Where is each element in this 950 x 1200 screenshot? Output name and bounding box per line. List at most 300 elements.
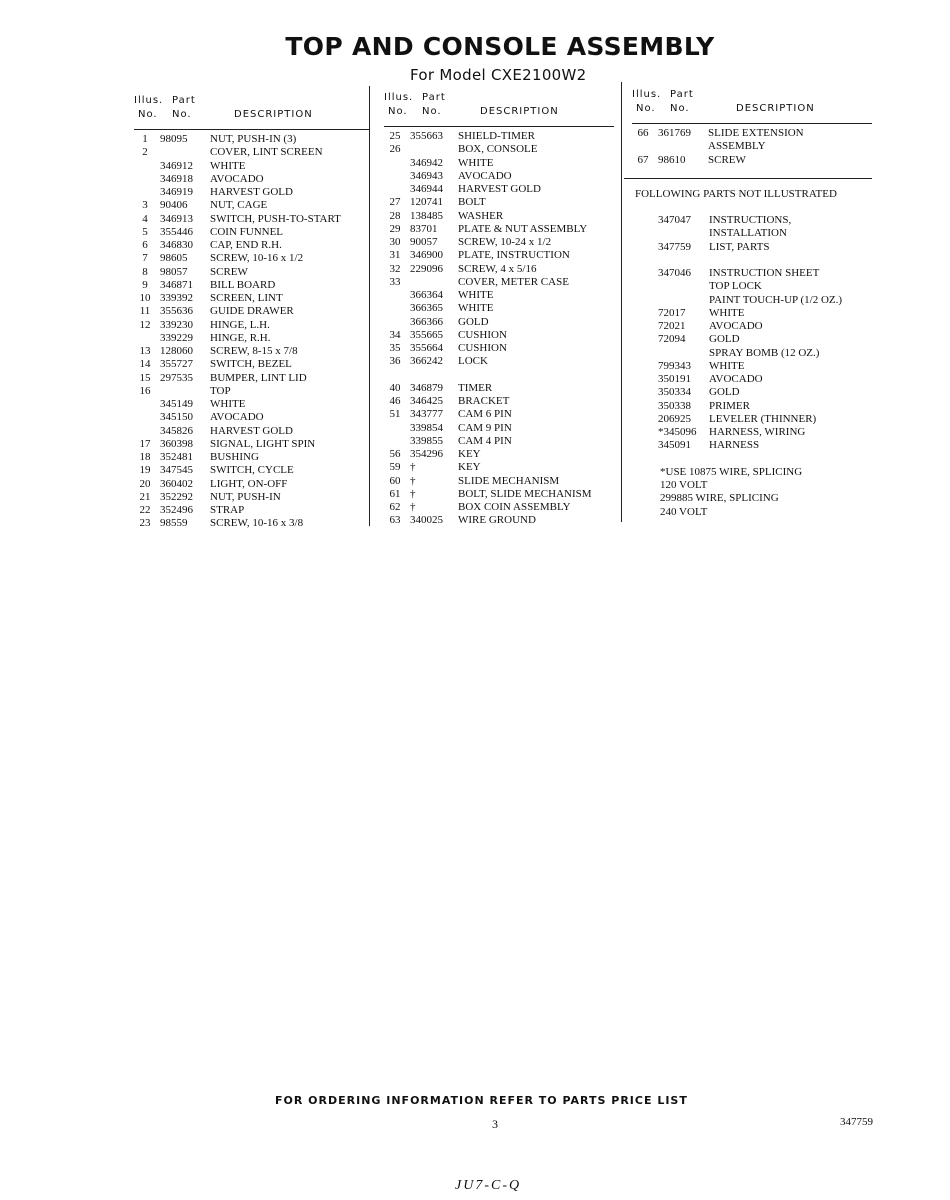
ordering-footer: FOR ORDERING INFORMATION REFER TO PARTS PRICE LIST [275,1094,688,1107]
part-number: 346944 [410,183,443,195]
part-number: 347047 [658,214,691,226]
part-number: 343777 [410,408,443,421]
part-number: 361769 [658,127,691,139]
illus-number: 36 [389,355,401,368]
illus-number: 46 [389,395,401,407]
part-row [384,448,614,461]
part-number: 355664 [410,342,443,354]
part-description: WHITE [210,398,246,410]
part-row [384,369,614,382]
part-row [384,435,614,448]
part-description: SCREW, 10-16 x 3/8 [210,517,304,530]
part-description: KEY [458,448,481,460]
illus-number: 12 [139,318,151,331]
part-description: NUT, CAGE [210,199,268,212]
part-number: 350338 [658,399,691,412]
part-number: 355446 [160,225,193,238]
part-description: COIN FUNNEL [210,225,284,238]
part-description: INSTRUCTION SHEET [709,267,820,279]
part-number: 98057 [160,265,188,278]
part-number: 366365 [410,302,443,315]
part-row [134,305,369,318]
section-divider [624,178,872,179]
part-number: 346942 [410,156,443,169]
part-row [384,342,614,355]
illus-number: 9 [142,278,148,291]
part-number: 360402 [160,477,193,490]
part-row [632,227,872,240]
part-row [632,360,872,373]
part-number: 339854 [410,421,443,434]
part-number: † [410,474,416,487]
part-description: AVOCADO [709,373,763,385]
part-description: AVOCADO [458,169,512,182]
header-description: DESCRIPTION [234,109,313,120]
illus-number: 23 [139,517,151,530]
part-row [632,453,872,466]
header-description: DESCRIPTION [736,103,815,114]
part-row [384,143,614,156]
part-description: GUIDE DRAWER [210,305,294,318]
part-number: 346871 [160,278,193,291]
header-illus-no: No. [138,109,158,120]
part-number: 98095 [160,133,188,145]
parts-column-3 [632,89,872,167]
part-description: BRACKET [458,395,510,407]
part-row [384,170,614,183]
illus-number: 51 [389,408,401,421]
illus-number: 14 [139,358,151,371]
part-description: 120 VOLT [660,479,708,491]
part-number: 346913 [160,212,193,225]
part-row [384,475,614,488]
header-part-no: No. [422,106,442,117]
part-description: WHITE [458,302,494,315]
part-description: WASHER [458,209,504,222]
part-description: BOX, CONSOLE [458,143,538,156]
part-row [632,307,872,320]
illus-number: 4 [142,212,148,225]
column-header [384,92,614,126]
part-row [632,154,872,167]
part-row [632,466,872,479]
illus-number: 1 [142,133,148,145]
part-row [134,504,369,517]
part-description: CUSHION [458,328,507,341]
illus-number: 32 [389,262,401,275]
illus-number: 25 [389,130,401,142]
part-row [134,358,369,371]
illus-number: 63 [389,514,401,527]
part-description: PAINT TOUCH-UP (1/2 OZ.) [709,293,843,306]
part-description: BUSHING [210,451,259,463]
part-number: 346830 [160,239,193,251]
illus-number: 17 [139,437,151,450]
part-description: COVER, METER CASE [458,275,569,288]
column-header [632,89,872,123]
header-description: DESCRIPTION [480,106,559,117]
part-number: 340025 [410,514,443,527]
part-description: PLATE & NUT ASSEMBLY [458,222,588,235]
part-row [384,249,614,262]
illus-number: 2 [142,146,148,159]
part-number: 354296 [410,448,443,460]
part-description: HARVEST GOLD [210,424,293,437]
part-row [632,333,872,346]
part-row [632,280,872,293]
part-row [384,422,614,435]
illus-number: 8 [142,265,148,278]
part-description: SCREW [708,153,746,166]
part-number: 339855 [410,434,443,447]
part-row [134,199,369,212]
part-number: 345150 [160,411,193,424]
part-description: SWITCH, CYCLE [210,464,294,477]
illus-number: 60 [389,474,401,487]
part-row [134,491,369,504]
illus-number: 59 [389,461,401,474]
part-row [632,294,872,307]
part-number: 345149 [160,398,193,410]
illus-number: 19 [139,464,151,477]
illus-number: 20 [139,477,151,490]
part-row [134,385,369,398]
part-number: 360398 [160,437,193,450]
part-number: *345096 [658,426,697,438]
part-description: TIMER [458,381,493,394]
part-row [384,316,614,329]
header-rule [632,123,872,124]
part-description: CUSHION [458,342,507,354]
illus-number: 7 [142,252,148,265]
part-description: TOP LOCK [709,280,762,293]
not-illustrated-heading: FOLLOWING PARTS NOT ILLUSTRATED [635,188,837,200]
parts-column-1 [134,95,369,531]
part-number: 347545 [160,464,193,477]
column-divider [621,82,622,522]
part-description: WHITE [709,359,745,372]
illus-number: 3 [142,199,148,212]
part-number: 297535 [160,371,193,384]
page-title: TOP AND CONSOLE ASSEMBLY [285,32,715,61]
part-row [134,226,369,239]
part-row [134,411,369,424]
part-row [632,241,872,254]
part-description: LIGHT, ON-OFF [210,477,288,490]
header-part: Part [670,89,694,100]
part-number: 98610 [658,153,686,166]
header-illus-no: No. [388,106,408,117]
part-description: WIRE GROUND [458,514,536,527]
illus-number: 5 [142,225,148,238]
part-description: SCREW, 10-24 x 1/2 [458,236,552,248]
illus-number: 31 [389,249,401,262]
part-row [632,127,872,140]
part-description: WHITE [210,159,246,172]
part-row [134,266,369,279]
part-row [134,213,369,226]
part-description: INSTALLATION [709,227,787,240]
part-description: SPRAY BOMB (12 OZ.) [709,346,820,359]
part-number: 346912 [160,159,193,172]
part-description: GOLD [709,333,740,346]
part-description: CAM 4 PIN [458,434,512,447]
part-description: STRAP [210,504,245,516]
header-rule [134,129,369,130]
document-number: 347759 [840,1116,873,1128]
part-number: 72017 [658,306,686,319]
part-description: SCREW, 4 x 5/16 [458,262,537,275]
part-description: ASSEMBLY [708,140,766,153]
part-number: 352292 [160,490,193,503]
part-row [134,438,369,451]
part-row [384,196,614,209]
illus-number: 18 [139,451,151,463]
part-description: SCREW [210,265,248,278]
header-part-no: No. [670,103,690,114]
part-row [632,400,872,413]
part-description: GOLD [458,315,489,328]
part-row [384,382,614,395]
part-row [384,236,614,249]
part-number: 346879 [410,381,443,394]
part-row [384,130,614,143]
part-description: HARVEST GOLD [458,183,541,195]
header-part: Part [422,92,446,103]
parts-list [632,127,872,167]
part-description: PLATE, INSTRUCTION [458,249,570,262]
part-row [384,355,614,368]
part-row [384,514,614,527]
part-row [384,210,614,223]
part-number: 346919 [160,186,193,198]
part-description: PRIMER [709,399,750,412]
not-illustrated-list [632,214,872,519]
illus-number: 56 [389,448,401,460]
part-number: 345091 [658,439,691,452]
part-description: 240 VOLT [660,505,708,518]
part-description: SLIDE EXTENSION [708,127,804,139]
part-description: INSTRUCTIONS, [709,214,792,226]
part-number: 339229 [160,331,193,344]
illus-number: 6 [142,239,148,251]
part-row [632,140,872,153]
part-number: 355727 [160,358,193,371]
part-description: HINGE, L.H. [210,318,270,331]
part-description: GOLD [709,386,740,399]
part-row [384,289,614,302]
part-row [134,345,369,358]
part-number: † [410,461,416,474]
illus-number: 27 [389,196,401,209]
part-number: 347759 [658,240,691,253]
part-description: AVOCADO [210,411,264,424]
header-part-no: No. [172,109,192,120]
part-description: CAP, END R.H. [210,239,282,251]
part-number: † [410,501,416,513]
part-number: 72021 [658,320,686,332]
part-description: HARNESS, WIRING [709,426,806,438]
part-description: SCREW, 10-16 x 1/2 [210,252,304,265]
part-row [134,173,369,186]
part-row [384,329,614,342]
part-row [384,408,614,421]
header-rule [384,126,614,127]
part-number: † [410,487,416,500]
part-row [134,425,369,438]
part-description: *USE 10875 WIRE, SPLICING [660,465,803,478]
parts-list [134,133,369,531]
part-description: WHITE [458,289,494,301]
part-row [384,183,614,196]
illus-number: 40 [389,381,401,394]
part-number: 346918 [160,172,193,185]
part-row [632,320,872,333]
part-number: 799343 [658,359,691,372]
part-row [134,464,369,477]
part-row [134,451,369,464]
illus-number: 30 [389,236,401,248]
parts-list [384,130,614,528]
part-number: 138485 [410,209,443,222]
part-description: BILL BOARD [210,278,276,291]
part-number: 355663 [410,130,443,142]
part-number: 346943 [410,169,443,182]
part-number: 352496 [160,504,193,516]
part-number: 366366 [410,315,443,328]
part-description: BOX COIN ASSEMBLY [458,501,571,513]
illus-number: 28 [389,209,401,222]
part-number: 229096 [410,262,443,275]
illus-number: 26 [389,143,401,156]
part-row [632,426,872,439]
illus-number: 11 [139,305,151,318]
part-row [134,398,369,411]
part-number: 339392 [160,292,193,304]
part-number: 345826 [160,424,193,437]
part-number: 90057 [410,236,438,248]
part-number: 72094 [658,333,686,346]
illus-number: 15 [139,371,151,384]
part-description: BUMPER, LINT LID [210,371,307,384]
header-illus: Illus. [632,89,662,100]
part-row [134,332,369,345]
part-description: SCREW, 8-15 x 7/8 [210,345,298,357]
part-row [384,501,614,514]
handwritten-mark: JU7-C-Q [455,1178,522,1193]
part-number: 206925 [658,412,691,425]
part-description: 299885 WIRE, SPLICING [660,492,779,505]
illus-number: 34 [389,328,401,341]
illus-number: 35 [389,342,401,354]
part-number: 352481 [160,451,193,463]
part-row [632,373,872,386]
part-number: 350334 [658,386,691,399]
part-row [134,160,369,173]
part-description: NUT, PUSH-IN [210,490,281,503]
illus-number: 21 [139,490,151,503]
part-number: 98605 [160,252,188,265]
illus-number: 62 [389,501,401,513]
part-row [632,214,872,227]
part-number: 366242 [410,355,443,368]
column-header [134,95,369,129]
part-row [134,319,369,332]
illus-number: 66 [637,127,649,139]
part-row [632,479,872,492]
part-description: SHIELD-TIMER [458,130,535,142]
part-description: BOLT [458,196,486,209]
part-row [134,186,369,199]
part-number: 120741 [410,196,443,209]
part-row [632,439,872,452]
header-illus: Illus. [384,92,414,103]
part-number: 346900 [410,249,443,262]
part-description: AVOCADO [210,172,264,185]
part-row [632,347,872,360]
part-description: BOLT, SLIDE MECHANISM [458,487,592,500]
part-number: 347046 [658,267,691,279]
part-description: HARVEST GOLD [210,186,293,198]
header-illus-no: No. [636,103,656,114]
part-row [384,395,614,408]
illus-number: 67 [637,153,649,166]
part-row [134,279,369,292]
part-description: LEVELER (THINNER) [709,412,817,425]
part-row [134,133,369,146]
illus-number: 61 [389,487,401,500]
part-row [384,461,614,474]
part-row [632,386,872,399]
part-row [384,223,614,236]
part-description: NUT, PUSH-IN (3) [210,133,297,145]
part-row [134,372,369,385]
part-row [632,492,872,505]
part-description: TOP [210,384,231,397]
part-number: 83701 [410,222,438,235]
part-row [134,517,369,530]
part-row [134,239,369,252]
part-row [384,157,614,170]
part-description: SWITCH, BEZEL [210,358,292,371]
part-row [384,488,614,501]
part-description: HINGE, R.H. [210,331,271,344]
part-number: 355636 [160,305,193,318]
part-number: 346425 [410,395,443,407]
part-row [134,292,369,305]
illus-number: 22 [139,504,151,516]
part-description: SCREEN, LINT [210,292,283,304]
part-number: 128060 [160,345,193,357]
part-description: SIGNAL, LIGHT SPIN [210,437,316,450]
illus-number: 33 [389,275,401,288]
part-description: AVOCADO [709,320,763,332]
part-number: 339230 [160,318,193,331]
part-row [384,302,614,315]
part-description: WHITE [709,306,745,319]
part-number: 355665 [410,328,443,341]
part-row [134,252,369,265]
part-description: HARNESS [709,439,760,452]
part-row [632,413,872,426]
part-number: 366364 [410,289,443,301]
illus-number: 29 [389,222,401,235]
part-description: CAM 6 PIN [458,408,512,421]
part-description: SLIDE MECHANISM [458,474,560,487]
part-row [134,478,369,491]
part-row [632,506,872,519]
part-description: LIST, PARTS [709,240,770,253]
